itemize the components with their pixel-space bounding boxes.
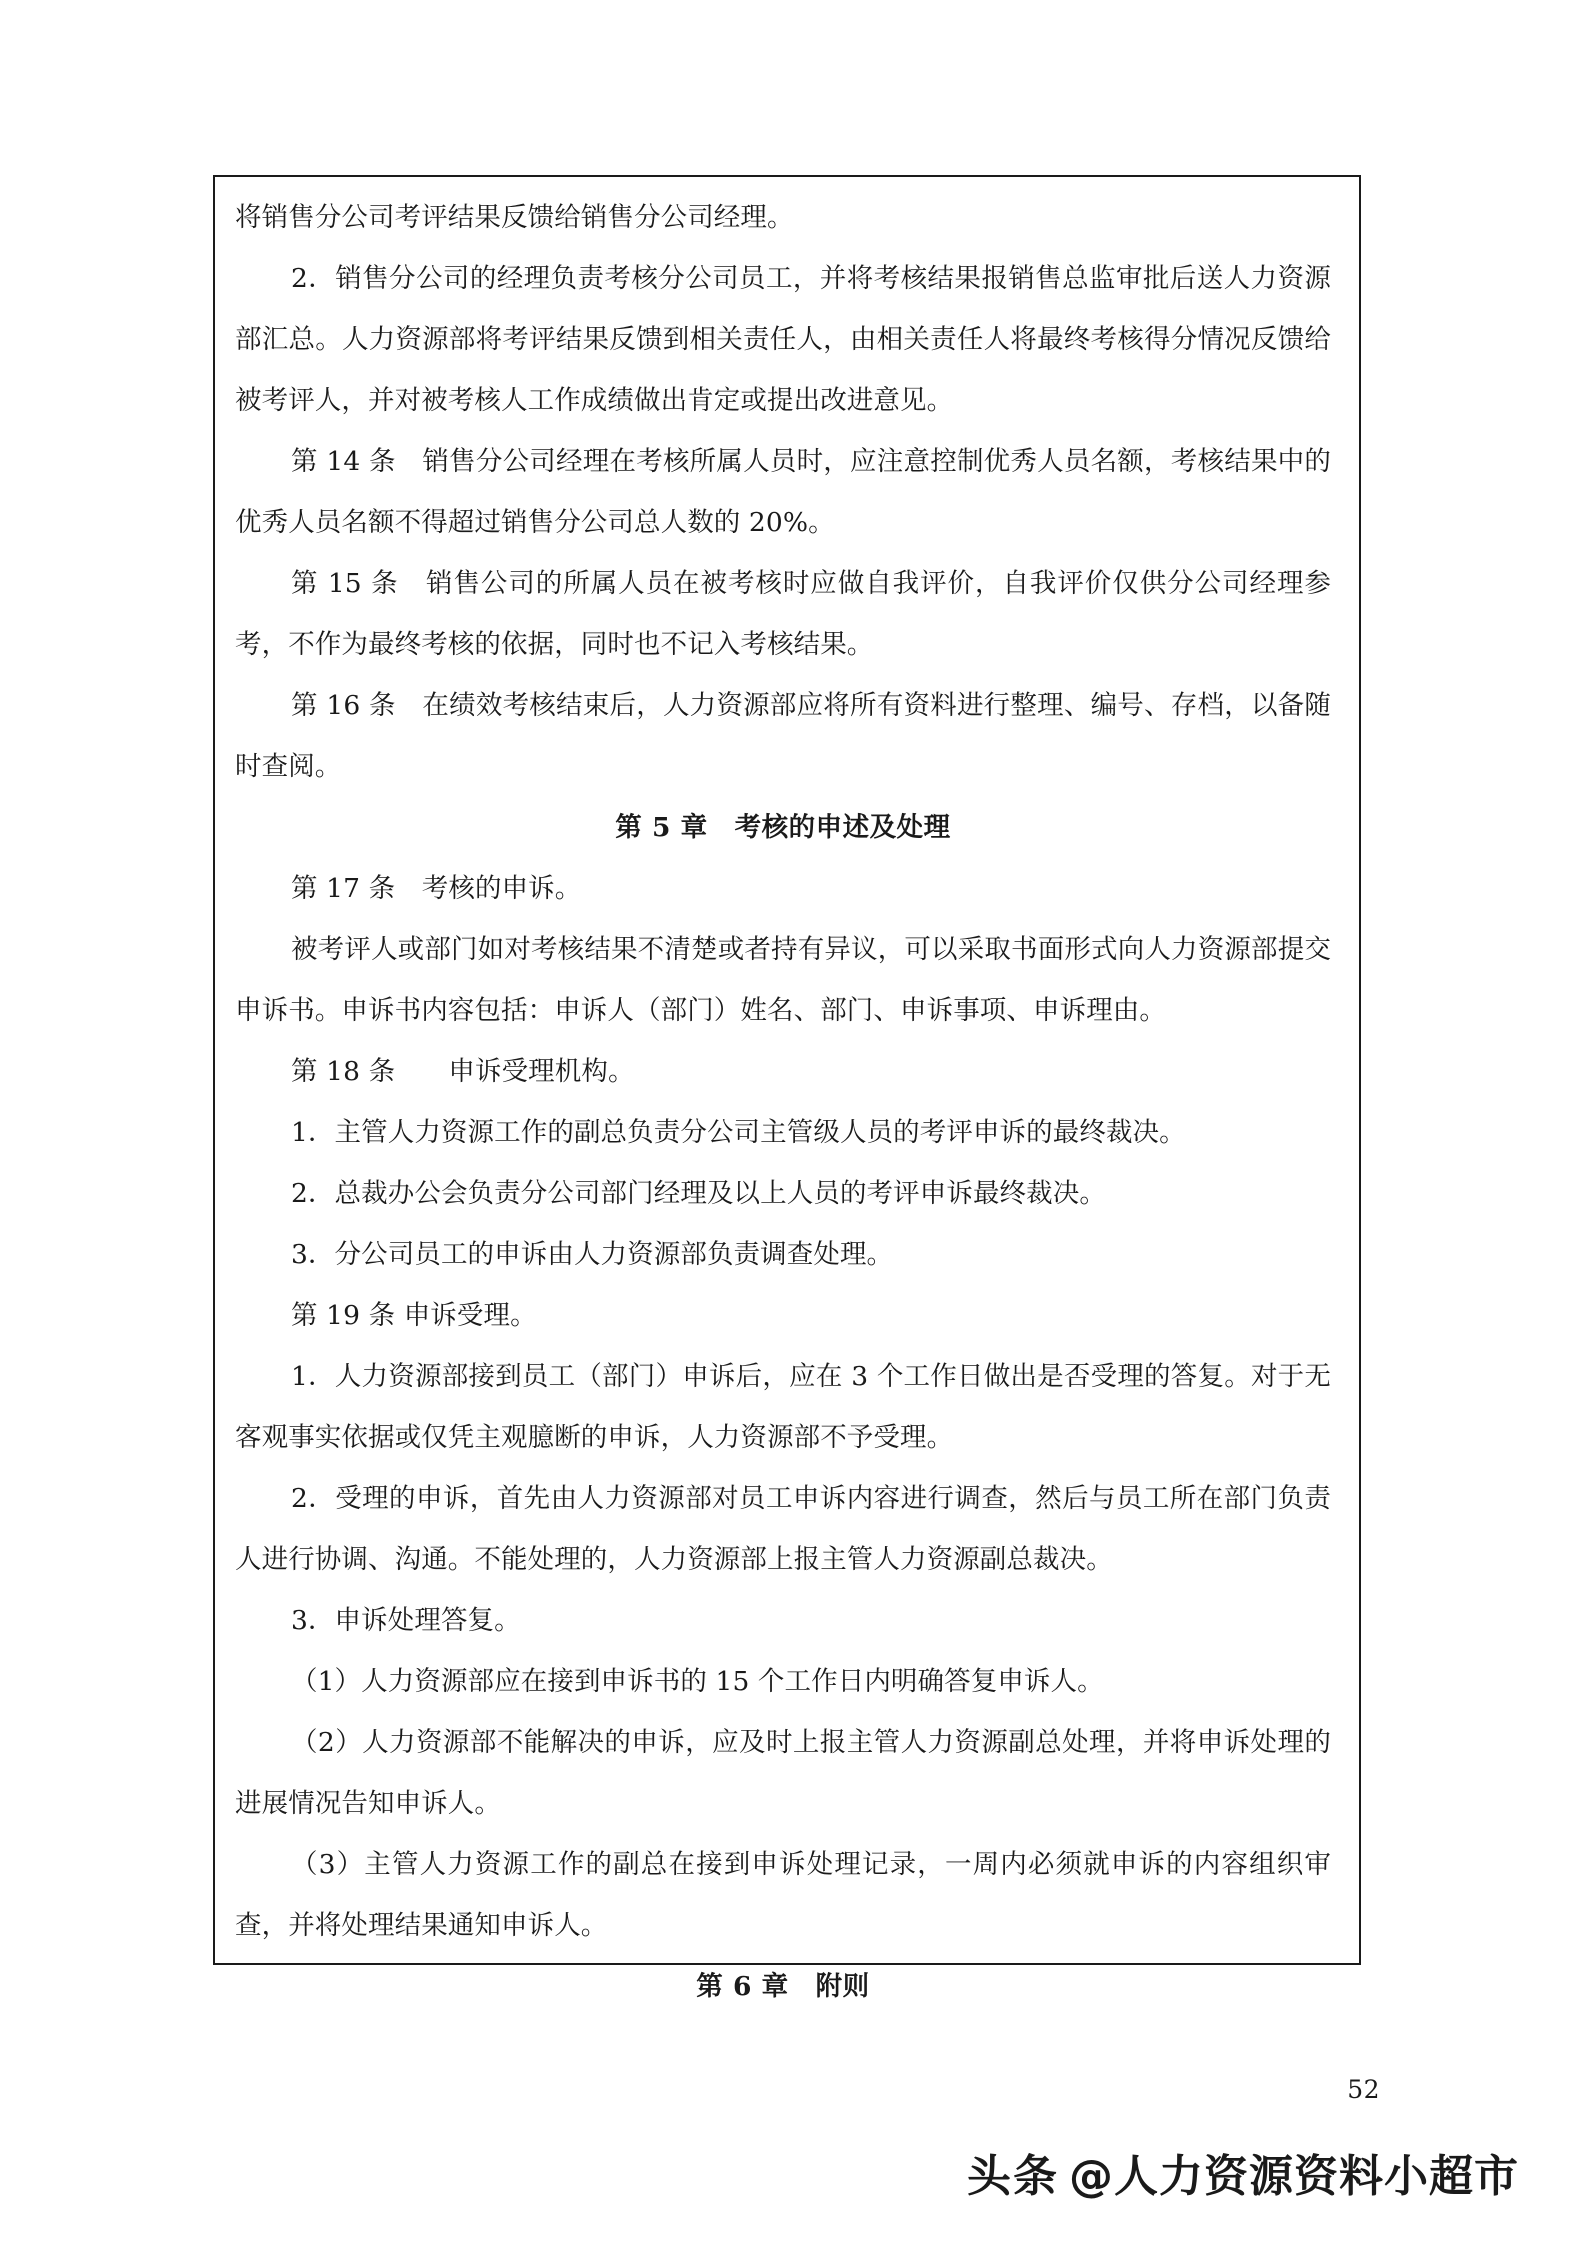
- paragraph-article-19-item-1: 1．人力资源部接到员工（部门）申诉后，应在 3 个工作日做出是否受理的答复。对于无客观事实依据或仅凭主观臆断的申诉，人力资源部不予受理。: [235, 1361, 1331, 1453]
- paragraph-article-17: 第 17 条 考核的申诉。: [291, 873, 582, 904]
- paragraph-article-18-item-2: 2．总裁办公会负责分公司部门经理及以上人员的考评申诉最终裁决。: [291, 1178, 1106, 1209]
- page-number: 52: [1347, 2075, 1380, 2104]
- chapter-5-heading: 第 5 章 考核的申述及处理: [615, 812, 951, 843]
- document-body: [235, 187, 1331, 2002]
- paragraph-article-19-item-3-3: （3）主管人力资源工作的副总在接到申诉处理记录，一周内必须就申诉的内容组织审查，并将处理结果通知申诉人。: [235, 1849, 1331, 1941]
- chapter-6-heading: 第 6 章 附则: [696, 1971, 870, 2002]
- paragraph-article-19-item-3-1: （1）人力资源部应在接到申诉书的 15 个工作日内明确答复申诉人。: [291, 1666, 1104, 1697]
- paragraph-article-14: 第 14 条 销售分公司经理在考核所属人员时，应注意控制优秀人员名额，考核结果中的优秀人员名额不得超过销售分公司总人数的 20%。: [235, 446, 1331, 538]
- paragraph-article-19-item-3-2: （2）人力资源部不能解决的申诉，应及时上报主管人力资源副总处理，并将申诉处理的进展情况告知申诉人。: [235, 1727, 1331, 1819]
- paragraph-article-18-item-1: 1．主管人力资源工作的副总负责分公司主管级人员的考评申诉的最终裁决。: [291, 1117, 1186, 1148]
- paragraph-article-19-item-3: 3．申诉处理答复。: [291, 1605, 521, 1636]
- document-page-frame: [213, 175, 1361, 2002]
- paragraph-item-2-branch-manager: 2．销售分公司的经理负责考核分公司员工，并将考核结果报销售总监审批后送人力资源部汇总。人力资源部将考评结果反馈到相关责任人，由相关责任人将最终考核得分情况反馈给被考评人，并对被考核人工作成绩做出肯定或提出改进意见。: [235, 263, 1331, 416]
- paragraph-article-17-body: 被考评人或部门如对考核结果不清楚或者持有异议，可以采取书面形式向人力资源部提交申诉书。申诉书内容包括：申诉人（部门）姓名、部门、申诉事项、申诉理由。: [235, 934, 1331, 1026]
- paragraph-continued-feedback: 将销售分公司考评结果反馈给销售分公司经理。: [235, 202, 794, 233]
- paragraph-article-19: 第 19 条 申诉受理。: [291, 1300, 537, 1331]
- paragraph-article-18: 第 18 条 申诉受理机构。: [291, 1056, 635, 1087]
- paragraph-article-15: 第 15 条 销售公司的所属人员在被考核时应做自我评价，自我评价仅供分公司经理参考，不作为最终考核的依据，同时也不记入考核结果。: [235, 568, 1331, 660]
- paragraph-article-18-item-3: 3．分公司员工的申诉由人力资源部负责调查处理。: [291, 1239, 894, 1270]
- watermark-handle-text: @人力资源资料小超市: [1069, 2151, 1519, 2202]
- paragraph-article-19-item-2: 2．受理的申诉，首先由人力资源部对员工申诉内容进行调查，然后与员工所在部门负责人进行协调、沟通。不能处理的，人力资源部上报主管人力资源副总裁决。: [235, 1483, 1331, 1575]
- watermark-logo-text: 头条: [967, 2151, 1059, 2202]
- source-watermark: [967, 2140, 1519, 2204]
- paragraph-article-16: 第 16 条 在绩效考核结束后，人力资源部应将所有资料进行整理、编号、存档，以备随时查阅。: [235, 690, 1331, 782]
